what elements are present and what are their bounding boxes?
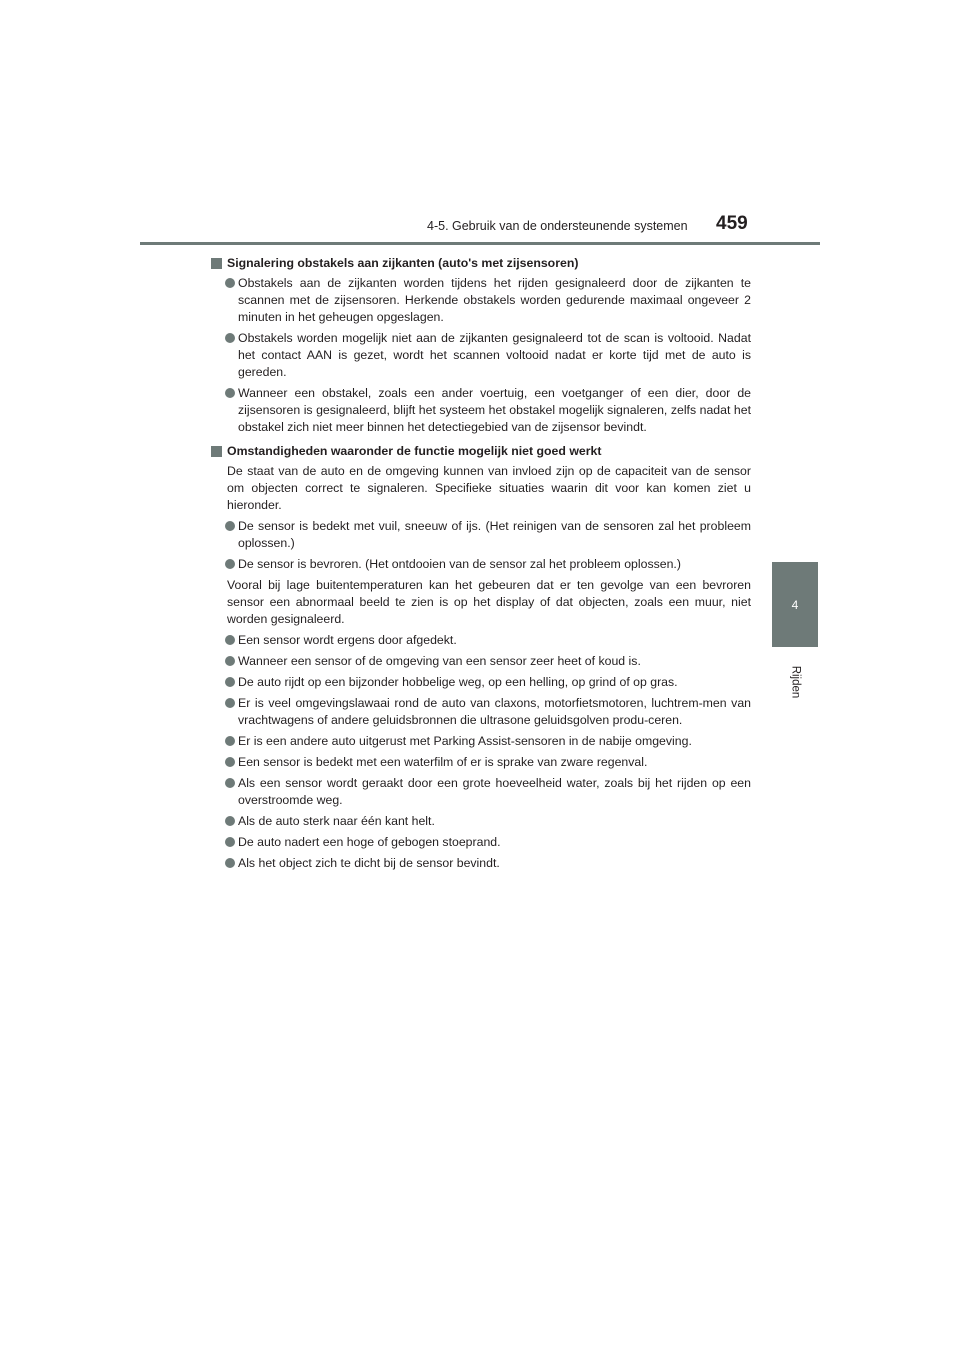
header-rule — [140, 242, 820, 245]
list-item: Als de auto sterk naar één kant helt. — [211, 813, 751, 830]
round-bullet-icon — [225, 278, 235, 288]
list-item: De auto nadert een hoge of gebogen stoeprand. — [211, 834, 751, 851]
list-item: Obstakels aan de zijkanten worden tijdens het rijden gesignaleerd door de zijkanten te scannen met de zijsensoren. Herkende obstakels worden gedurende maximaal ongeveer 2 minuten in het geheugen opgeslagen. — [211, 275, 751, 326]
intro-paragraph: De staat van de auto en de omgeving kunnen van invloed zijn op de capaciteit van de sensor om objecten correct te signaleren. Specifieke situaties waarin dit voor kan komen ziet u hieronder. — [227, 464, 751, 512]
list-item: Een sensor wordt ergens door afgedekt. — [211, 632, 751, 649]
list-item: Wanneer een sensor of de omgeving van een sensor zeer heet of koud is. — [211, 653, 751, 670]
round-bullet-icon — [225, 778, 235, 788]
round-bullet-icon — [225, 858, 235, 868]
round-bullet-icon — [225, 333, 235, 343]
list-item: Als het object zich te dicht bij de sensor bevindt. — [211, 855, 751, 872]
list-item: De auto rijdt op een bijzonder hobbelige weg, op een helling, op grind of op gras. — [211, 674, 751, 691]
round-bullet-icon — [225, 559, 235, 569]
round-bullet-icon — [225, 388, 235, 398]
list-item: Obstakels worden mogelijk niet aan de zijkanten gesignaleerd tot de scan is voltooid. Nadat het contact AAN is gezet, wordt het scannen voltooid nadat er korte tijd met de auto is gereden. — [211, 330, 751, 381]
chapter-label-container — [772, 652, 818, 712]
page-number: 459 — [716, 213, 748, 234]
section-heading-side-obstacles: Signalering obstakels aan zijkanten (auto's met zijsensoren) — [211, 255, 751, 272]
round-bullet-icon — [225, 736, 235, 746]
list-item: Als een sensor wordt geraakt door een grote hoeveelheid water, zoals bij het rijden op een overstroomde weg. — [211, 775, 751, 809]
square-bullet-icon — [211, 258, 222, 269]
section-heading-limitations: Omstandigheden waaronder de functie mogelijk niet goed werkt — [211, 443, 751, 460]
list-item: Er is een andere auto uitgerust met Parking Assist-sensoren in de nabije omgeving. — [211, 733, 751, 750]
list-item: Een sensor is bedekt met een waterfilm of er is sprake van zware regenval. — [211, 754, 751, 771]
round-bullet-icon — [225, 837, 235, 847]
round-bullet-icon — [225, 656, 235, 666]
list-item: De sensor is bevroren. (Het ontdooien van de sensor zal het probleem oplossen.) — [211, 556, 751, 573]
round-bullet-icon — [225, 635, 235, 645]
running-header: 4-5. Gebruik van de ondersteunende systemen — [427, 219, 688, 233]
round-bullet-icon — [225, 757, 235, 767]
page-content — [211, 255, 751, 876]
round-bullet-icon — [225, 816, 235, 826]
chapter-label: Rijden — [788, 665, 801, 699]
list-item: Wanneer een obstakel, zoals een ander voertuig, een voetganger of een dier, door de zijsensoren is gesignaleerd, blijft het systeem het obstakel mogelijk signaleren, zelfs nadat het obstakel zich niet meer binnen het detectiegebied van de zijsensor bevindt. — [211, 385, 751, 436]
list-item: Er is veel omgevingslawaai rond de auto van claxons, motorfietsmotoren, luchtrem-men van vrachtwagens of andere geluidsbronnen die ultrasone geluidsgolven produ-ceren. — [211, 695, 751, 729]
round-bullet-icon — [225, 698, 235, 708]
chapter-number: 4 — [791, 597, 799, 612]
round-bullet-icon — [225, 677, 235, 687]
square-bullet-icon — [211, 446, 222, 457]
list-item: De sensor is bedekt met vuil, sneeuw of ijs. (Het reinigen van de sensoren zal het probleem oplossen.) — [211, 518, 751, 552]
chapter-tab — [772, 562, 818, 647]
note-paragraph: Vooral bij lage buitentemperaturen kan het gebeuren dat er ten gevolge van een bevroren sensor een abnormaal beeld te zien is op het display of dat objecten, zoals een muur, niet worden gesignaleerd. — [227, 578, 751, 626]
round-bullet-icon — [225, 521, 235, 531]
